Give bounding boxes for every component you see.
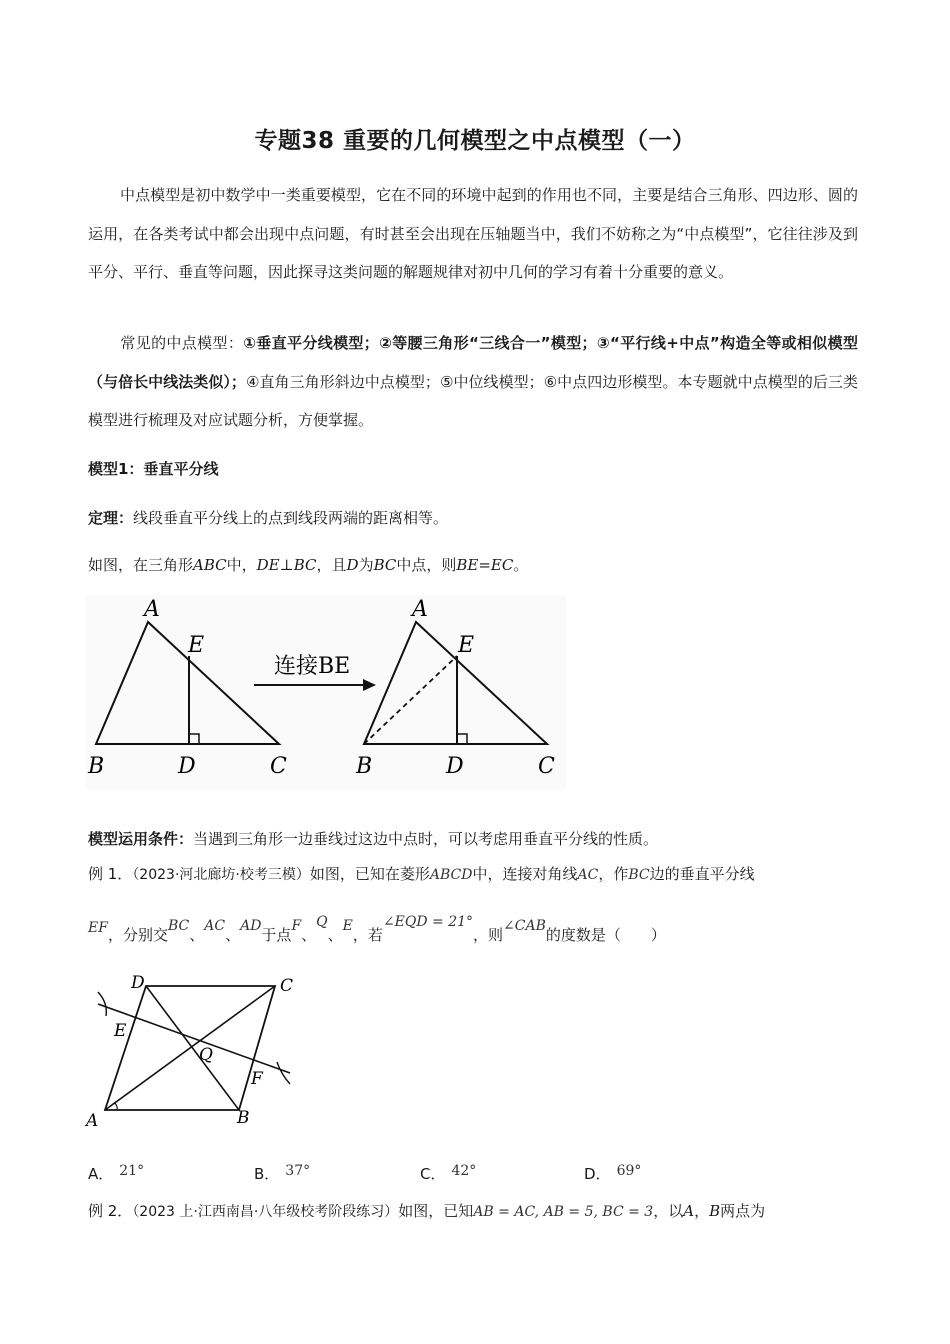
left-label-A: A: [144, 597, 160, 622]
page-title: 专题38 重要的几何模型之中点模型（一）: [254, 128, 696, 154]
left-label-C: C: [270, 754, 287, 779]
rhombus-label-E: E: [114, 1021, 127, 1041]
diagonal-BD: [146, 986, 239, 1110]
right-label-B: B: [356, 754, 373, 779]
left-label-D: D: [178, 754, 196, 779]
rhombus-figure: [84, 970, 304, 1135]
perpendicular-bisector-EF: [98, 1004, 290, 1073]
right-label-E: E: [458, 633, 475, 658]
connect-BE-label: 连接BE: [274, 654, 351, 679]
theorem-line: 定理：线段垂直平分线上的点到线段两端的距离相等。: [88, 509, 449, 527]
rhombus-label-D: D: [131, 973, 145, 993]
rhombus-label-Q: Q: [199, 1045, 213, 1065]
option-c: C． 42°: [420, 1163, 477, 1183]
rhombus-label-F: F: [251, 1069, 263, 1089]
rhombus-label-B: B: [237, 1108, 250, 1128]
right-label-D: D: [446, 754, 464, 779]
example2-line1: 例 2．（2023 上·江西南昌·八年级校考阶段练习）如图，已知AB = AC, AB = 5, BC = 3，以A，B两点为: [88, 1202, 766, 1220]
intro-paragraph-1: 中点模型是初中数学中一类重要模型，它在不同的环境中起到的作用也不同，主要是结合三角形、四边形、圆的运用，在各类考试中都会出现中点问题，有时甚至会出现在压轴题当中，我们不妨称之为“中点模型”，它往往涉及到平分、平行、垂直等问题，因此探寻这类问题的解题规律对初中几何的学习有着十分重要的意义。: [88, 186, 858, 281]
left-label-E: E: [188, 633, 205, 658]
right-label-A: A: [412, 597, 428, 622]
model1-heading: 模型1：垂直平分线: [88, 460, 219, 478]
model-condition: 模型运用条件：当遇到三角形一边垂线过这边中点时，可以考虑用垂直平分线的性质。: [88, 830, 659, 848]
example1-line1: 例 1．（2023·河北廊坊·校考三模）如图，已知在菱形ABCD中，连接对角线AC，作BC边的垂直平分线: [88, 865, 755, 883]
rhombus-label-C: C: [280, 976, 294, 996]
model1-description: 如图，在三角形ABC中，DE⊥BC，且D为BC中点，则BE=EC。: [88, 556, 529, 574]
perpendicular-bisector-figure: [86, 595, 566, 790]
intro-paragraph-2: 常见的中点模型：①垂直平分线模型；②等腰三角形“三线合一”模型；③“平行线+中点”构造全等或相似模型（与倍长中线法类似）；④直角三角形斜边中点模型；⑤中位线模型；⑥中点四边形模型。本专题就中点模型的后三类模型进行梳理及对应试题分析，方便掌握。: [88, 334, 858, 429]
rhombus-label-A: A: [86, 1111, 99, 1131]
right-label-C: C: [538, 754, 555, 779]
option-a: A． 21°: [88, 1163, 145, 1183]
diagonal-AC: [105, 986, 275, 1110]
model-list-bold: ①垂直平分线模型；②等腰三角形“三线合一”模型；③“平行线+中点”构造全等或相似模型（与倍长中线法类似）；: [88, 334, 858, 391]
left-label-B: B: [88, 754, 105, 779]
angle-mark-A: [115, 1103, 117, 1110]
example1-line2: EF，分别交BC、AC、AD于点F、Q、E，若∠EQD = 21°，则∠CAB的度数是（ ）: [88, 914, 666, 944]
option-b: B． 37°: [254, 1163, 311, 1183]
option-d: D． 69°: [584, 1163, 642, 1183]
